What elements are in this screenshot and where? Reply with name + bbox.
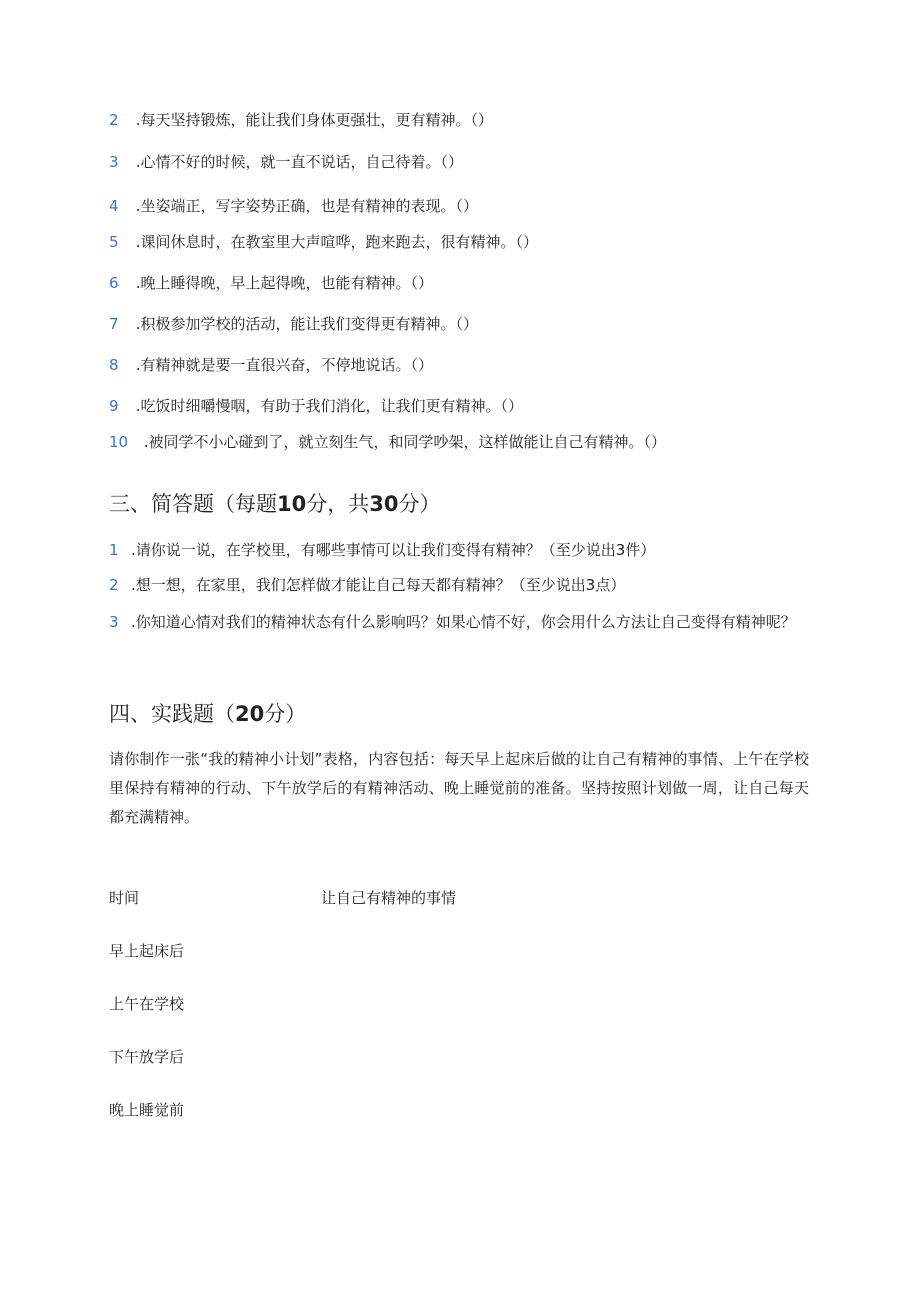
title-text: 分）	[398, 492, 441, 516]
title-score: 30	[369, 492, 399, 516]
tf-item-4	[109, 196, 478, 216]
title-score: 20	[235, 702, 265, 726]
item-number: 5	[109, 233, 119, 251]
item-text: .坐姿端正，写字姿势正确，也是有精神的表现。（）	[131, 197, 479, 215]
item-number: 10	[109, 433, 129, 451]
item-number: 1	[109, 541, 119, 559]
tf-item-5	[109, 232, 538, 252]
title-text: 三、简答题（每题	[109, 492, 277, 516]
plan-header-time: 时间	[109, 889, 140, 907]
tf-item-3	[109, 152, 463, 172]
section-title-practice	[109, 700, 306, 728]
plan-row-afternoon: 下午放学后	[109, 1048, 185, 1066]
tf-item-2	[109, 110, 493, 130]
item-text: .课间休息时，在教室里大声喧哗，跑来跑去，很有精神。（）	[131, 233, 539, 251]
item-text: .心情不好的时候，就一直不说话，自己待着。（）	[131, 153, 464, 171]
item-number: 6	[109, 274, 119, 292]
tf-item-8	[109, 355, 433, 375]
plan-row-evening: 晚上睡觉前	[109, 1101, 185, 1119]
item-number: 2	[109, 111, 119, 129]
item-number: 4	[109, 197, 119, 215]
title-text: 分）	[264, 702, 307, 726]
item-text: .想一想，在家里，我们怎样做才能让自己每天都有精神？（至少说出3点）	[131, 576, 626, 594]
title-score: 10	[277, 492, 307, 516]
item-text: .积极参加学校的活动，能让我们变得更有精神。（）	[131, 315, 479, 333]
item-text: .请你说一说，在学校里，有哪些事情可以让我们变得有精神？（至少说出3件）	[131, 541, 656, 559]
item-text: .有精神就是要一直很兴奋，不停地说话。（）	[131, 356, 434, 374]
qa-item-1	[109, 537, 809, 564]
plan-row-school: 上午在学校	[109, 995, 185, 1013]
tf-item-10	[109, 432, 666, 452]
plan-header-things: 让自己有精神的事情	[321, 889, 457, 907]
item-number: 9	[109, 397, 119, 415]
item-text: .每天坚持锻炼，能让我们身体更强壮，更有精神。（）	[131, 111, 494, 129]
tf-item-6	[109, 273, 433, 293]
item-number: 7	[109, 315, 119, 333]
item-text: .你知道心情对我们的精神状态有什么影响吗？如果心情不好，你会用什么方法让自己变得有精神呢？	[131, 613, 796, 631]
practice-paragraph: 请你制作一张“我的精神小计划”表格，内容包括：每天早上起床后做的让自己有精神的事情、上午在学校里保持有精神的行动、下午放学后的有精神活动、晚上睡觉前的准备。坚持按照计划做一周，让自己每天都充满精神。	[109, 750, 809, 826]
section-title-short-answer	[109, 490, 440, 518]
tf-item-7	[109, 314, 478, 334]
title-text: 分，共	[306, 492, 370, 516]
item-number: 8	[109, 356, 119, 374]
item-number: 3	[109, 613, 119, 631]
item-text: .被同学不小心碰到了，就立刻生气，和同学吵架，这样做能让自己有精神。（）	[139, 433, 667, 451]
qa-item-2	[109, 572, 809, 599]
item-text: .吃饭时细嚼慢咽，有助于我们消化，让我们更有精神。（）	[131, 397, 524, 415]
qa-item-3	[109, 609, 809, 636]
plan-row-morning: 早上起床后	[109, 942, 185, 960]
tf-item-9	[109, 396, 523, 416]
item-text: .晚上睡得晚，早上起得晚，也能有精神。（）	[131, 274, 434, 292]
item-number: 3	[109, 153, 119, 171]
title-text: 四、实践题（	[109, 702, 235, 726]
item-number: 2	[109, 576, 119, 594]
